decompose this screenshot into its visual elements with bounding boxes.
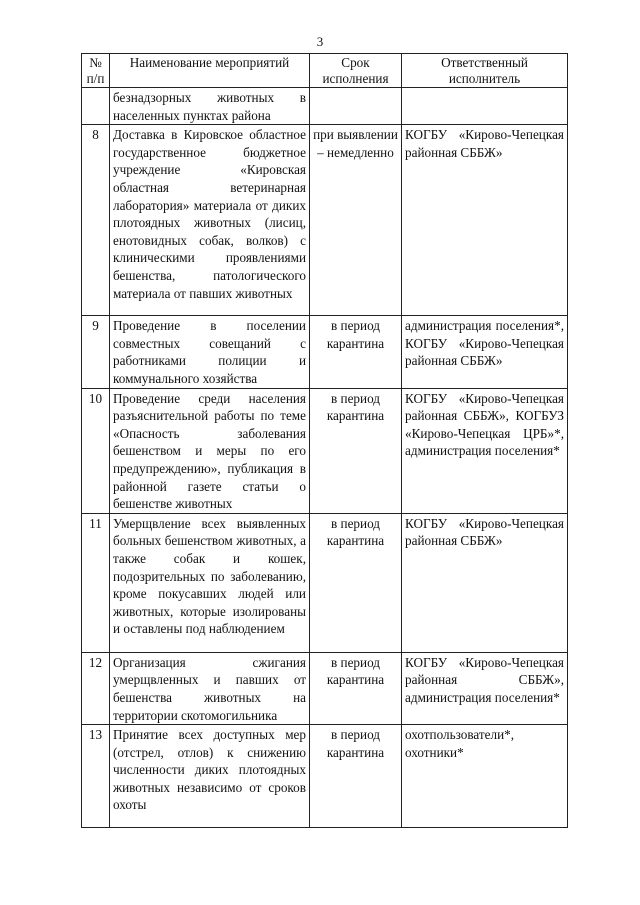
header-term: Срок исполнения [310, 54, 402, 88]
row-responsible [402, 88, 568, 125]
row-name: Принятие всех доступных мер (отстрел, отлов) к снижению численности диких плотоядных животных независимо от сроков охоты [110, 725, 310, 828]
row-num: 9 [82, 316, 110, 388]
table-row [82, 88, 568, 125]
header-num: № п/п [82, 54, 110, 88]
row-num: 8 [82, 125, 110, 316]
row-num: 10 [82, 388, 110, 513]
row-num: 13 [82, 725, 110, 828]
row-name: Умерщвление всех выявленных больных бешенством животных, а также собак и кошек, подозрительных по заболеванию, кроме покусавших людей или животных, которые изолированы и оставлены под наблюдением [110, 513, 310, 652]
row-responsible: КОГБУ «Кирово-Чепецкая районная СББЖ», КОГБУЗ «Кирово-Чепецкая ЦРБ»*, администрация поселения* [402, 388, 568, 513]
table-row [82, 725, 568, 828]
row-responsible: охотпользователи*, охотники* [402, 725, 568, 828]
row-name: Организация сжигания умерщвленных и павших от бешенства животных на территории скотомогильника [110, 652, 310, 724]
row-name: безнадзорных животных в населенных пунктах района [110, 88, 310, 125]
row-name: Проведение в поселении совместных совещаний с работниками полиции и коммунального хозяйства [110, 316, 310, 388]
table-row [82, 388, 568, 513]
row-term: в период карантина [310, 652, 402, 724]
row-num: 11 [82, 513, 110, 652]
row-num [82, 88, 110, 125]
row-term: в период карантина [310, 725, 402, 828]
row-term: в период карантина [310, 316, 402, 388]
row-name: Проведение среди населения разъяснительной работы по теме «Опасность заболевания бешенством и меры по его предупреждению», публикация в районной газете статьи о бешенстве животных [110, 388, 310, 513]
row-term: в период карантина [310, 388, 402, 513]
header-responsible: Ответственный исполнитель [402, 54, 568, 88]
table-header-row [82, 54, 568, 88]
row-term [310, 88, 402, 125]
table-row [82, 316, 568, 388]
table-row [82, 125, 568, 316]
table-row [82, 513, 568, 652]
table-row [82, 652, 568, 724]
row-num: 12 [82, 652, 110, 724]
measures-table [81, 53, 568, 828]
row-responsible: КОГБУ «Кирово-Чепецкая районная СББЖ», администрация поселения* [402, 652, 568, 724]
row-name: Доставка в Кировское областное государственное бюджетное учреждение «Кировская областная ветеринарная лаборатория» материала от диких плотоядных животных (лисиц, енотовидных собак, волков) с клиническими проявлениями бешенства, патологического материала от павших животных [110, 125, 310, 316]
header-name: Наименование мероприятий [110, 54, 310, 88]
row-term: в период карантина [310, 513, 402, 652]
row-responsible: администрация поселения*, КОГБУ «Кирово-Чепецкая районная СББЖ» [402, 316, 568, 388]
row-responsible: КОГБУ «Кирово-Чепецкая районная СББЖ» [402, 125, 568, 316]
row-term: при выявлении – немедленно [310, 125, 402, 316]
row-responsible: КОГБУ «Кирово-Чепецкая районная СББЖ» [402, 513, 568, 652]
page-number: 3 [316, 34, 324, 49]
